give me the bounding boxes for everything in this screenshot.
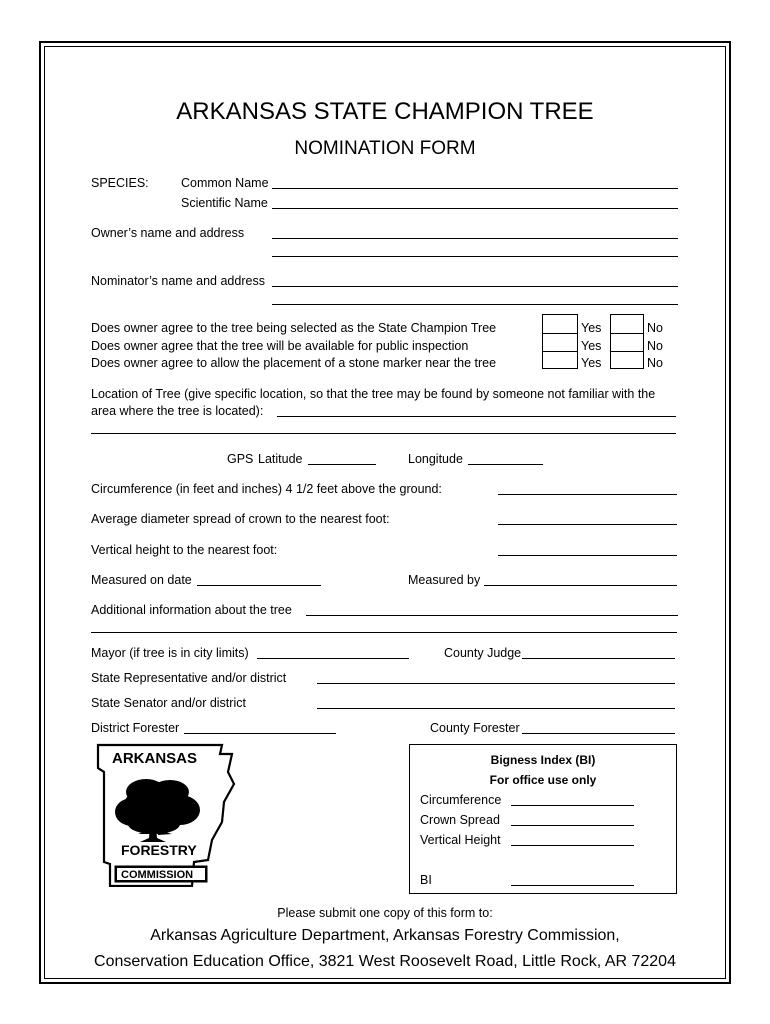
state-rep-field[interactable]: [317, 683, 675, 684]
forestry-commission-logo: [94, 742, 240, 887]
crown-label: Average diameter spread of crown to the nearest foot:: [91, 512, 390, 526]
longitude-label: Longitude: [408, 452, 463, 466]
measured-by-label: Measured by: [408, 573, 481, 587]
logo-top-text: ARKANSAS: [112, 750, 198, 767]
crown-field[interactable]: [498, 524, 677, 525]
state-rep-label: State Representative and/or district: [91, 671, 287, 685]
logo-bottom-text: COMMISSION: [121, 869, 194, 881]
footer-address-line-1: Arkansas Agriculture Department, Arkansas Forestry Commission,: [150, 927, 620, 944]
office-bi-label: BI: [420, 873, 432, 887]
yes-checkbox-3[interactable]: [542, 351, 578, 369]
location-label: Location of Tree (give specific location, so that the tree may be found by someone not familiar with the: [91, 387, 656, 401]
form-title: ARKANSAS STATE CHAMPION TREE: [176, 98, 594, 125]
common-name-field[interactable]: [272, 188, 678, 189]
yes-checkbox-1[interactable]: [542, 314, 578, 333]
latitude-field[interactable]: [308, 464, 376, 465]
office-crown-field[interactable]: [511, 825, 634, 826]
latitude-label: Latitude: [258, 452, 303, 466]
yes-label-2: Yes: [581, 339, 602, 353]
office-crown-label: Crown Spread: [420, 813, 500, 827]
mayor-field[interactable]: [257, 658, 409, 659]
submit-instruction: Please submit one copy of this form to:: [277, 906, 493, 920]
yes-label-3: Yes: [581, 356, 602, 370]
office-bi-field[interactable]: [511, 885, 634, 886]
nominator-field-2[interactable]: [272, 304, 678, 305]
county-judge-field[interactable]: [522, 658, 675, 659]
additional-label: Additional information about the tree: [91, 603, 292, 617]
office-circumference-label: Circumference: [420, 793, 502, 807]
district-forester-label: District Forester: [91, 721, 180, 735]
scientific-name-field[interactable]: [272, 208, 678, 209]
longitude-field[interactable]: [468, 464, 543, 465]
measured-by-field[interactable]: [484, 585, 677, 586]
circumference-field[interactable]: [498, 494, 677, 495]
scientific-name-label: Scientific Name: [181, 196, 268, 210]
office-height-label: Vertical Height: [420, 833, 501, 847]
no-label-2: No: [647, 339, 663, 353]
no-label-1: No: [647, 321, 663, 335]
height-label: Vertical height to the nearest foot:: [91, 543, 278, 557]
no-checkbox-2[interactable]: [610, 333, 644, 351]
county-judge-label: County Judge: [444, 646, 522, 660]
mayor-label: Mayor (if tree is in city limits): [91, 646, 249, 660]
office-use-subtitle: For office use only: [489, 773, 597, 787]
nominator-label: Nominator’s name and address: [91, 274, 265, 288]
measured-on-field[interactable]: [197, 585, 321, 586]
no-label-3: No: [647, 356, 663, 370]
office-height-field[interactable]: [511, 845, 634, 846]
state-senator-field[interactable]: [317, 708, 675, 709]
district-forester-field[interactable]: [184, 733, 336, 734]
additional-field-2[interactable]: [91, 632, 677, 633]
location-field-1[interactable]: [277, 416, 676, 417]
location-label-2: area where the tree is located):: [91, 404, 264, 418]
county-forester-field[interactable]: [522, 733, 675, 734]
no-checkbox-1[interactable]: [610, 314, 644, 333]
logo-middle-text: FORESTRY: [121, 842, 197, 858]
yes-checkbox-2[interactable]: [542, 333, 578, 351]
yes-label-1: Yes: [581, 321, 602, 335]
no-checkbox-3[interactable]: [610, 351, 644, 369]
question-public: Does owner agree that the tree will be available for public inspection: [91, 339, 469, 353]
state-senator-label: State Senator and/or district: [91, 696, 246, 710]
owner-label: Owner’s name and address: [91, 226, 245, 240]
nominator-field-1[interactable]: [272, 286, 678, 287]
additional-field-1[interactable]: [306, 615, 678, 616]
owner-field-2[interactable]: [272, 256, 678, 257]
question-selected: Does owner agree to the tree being selected as the State Champion Tree: [91, 321, 497, 335]
circumference-label: Circumference (in feet and inches) 4 1/2 feet above the ground:: [91, 482, 442, 496]
gps-label: GPS: [227, 452, 254, 466]
bigness-index-title: Bigness Index (BI): [490, 753, 596, 767]
footer-address-line-2: Conservation Education Office, 3821 West Roosevelt Road, Little Rock, AR 72204: [94, 953, 676, 970]
common-name-label: Common Name: [181, 176, 269, 190]
measured-on-label: Measured on date: [91, 573, 192, 587]
question-marker: Does owner agree to allow the placement of a stone marker near the tree: [91, 356, 497, 370]
owner-field-1[interactable]: [272, 238, 678, 239]
height-field[interactable]: [498, 555, 677, 556]
county-forester-label: County Forester: [430, 721, 520, 735]
office-circumference-field[interactable]: [511, 805, 634, 806]
species-label: SPECIES:: [91, 176, 149, 190]
location-field-2[interactable]: [91, 433, 676, 434]
form-subtitle: NOMINATION FORM: [294, 138, 476, 159]
